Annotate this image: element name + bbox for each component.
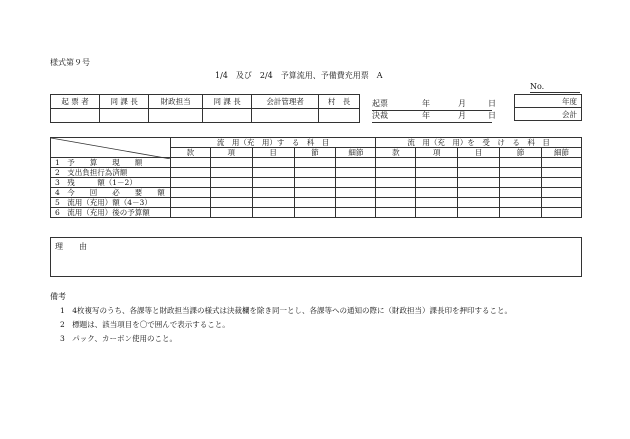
- amount-cell[interactable]: [500, 208, 542, 218]
- reason-label: 理 由: [55, 242, 87, 251]
- amount-cell[interactable]: [336, 168, 376, 178]
- amount-cell[interactable]: [500, 168, 542, 178]
- form-number: 様式第９号: [50, 58, 90, 67]
- row-label: 5 流用（充用）額（4－3）: [51, 198, 171, 208]
- day-label: 日: [488, 111, 496, 120]
- amount-cell[interactable]: [376, 168, 416, 178]
- table-row: [51, 158, 582, 168]
- decision-date-label: 決裁: [372, 111, 388, 120]
- month-label: 月: [458, 99, 466, 108]
- amount-cell[interactable]: [210, 158, 252, 168]
- amount-cell[interactable]: [210, 188, 252, 198]
- amount-cell[interactable]: [416, 208, 458, 218]
- subheader-moku: 目: [252, 148, 294, 158]
- reason-box[interactable]: [50, 237, 582, 277]
- approver-table: [50, 94, 360, 123]
- amount-cell[interactable]: [376, 188, 416, 198]
- approver-stamp-cell[interactable]: [252, 109, 319, 123]
- approver-stamp-cell[interactable]: [51, 109, 100, 123]
- approver-header-accounting: 会計管理者: [252, 95, 319, 109]
- amount-cell[interactable]: [252, 158, 294, 168]
- amount-cell[interactable]: [376, 208, 416, 218]
- amount-cell[interactable]: [376, 158, 416, 168]
- amount-cell[interactable]: [541, 158, 581, 168]
- amount-cell[interactable]: [416, 188, 458, 198]
- amount-cell[interactable]: [416, 198, 458, 208]
- row-label: 3 残 額（1－2）: [51, 178, 171, 188]
- draft-date-label: 起票: [372, 99, 388, 108]
- amount-cell[interactable]: [210, 168, 252, 178]
- note-item: 2 標題は、該当項目を〇で囲んで表示すること。: [60, 320, 230, 329]
- approver-header-finance-chief: 同 課 長: [203, 95, 252, 109]
- approver-header-mayor: 村 長: [319, 95, 360, 109]
- row-label: 6 流用（充用）後の予算額: [51, 208, 171, 218]
- amount-cell[interactable]: [170, 178, 210, 188]
- diagonal-line-icon: [51, 138, 171, 159]
- subheader-saisetsu: 細節: [541, 148, 581, 158]
- source-items-header: 流 用（充 用）す る 科 目: [170, 138, 375, 148]
- subheader-kan: 款: [376, 148, 416, 158]
- amount-cell[interactable]: [458, 158, 500, 168]
- amount-cell[interactable]: [541, 198, 581, 208]
- amount-cell[interactable]: [416, 178, 458, 188]
- account-cell[interactable]: 会計: [515, 108, 582, 121]
- amount-cell[interactable]: [541, 188, 581, 198]
- amount-cell[interactable]: [170, 198, 210, 208]
- table-row: [51, 198, 582, 208]
- page-title: 1/4 及び 2/4 予算流用、予備費充用票 A: [215, 71, 383, 80]
- amount-cell[interactable]: [458, 198, 500, 208]
- amount-cell[interactable]: [500, 188, 542, 198]
- amount-cell[interactable]: [294, 198, 336, 208]
- fiscal-year-cell[interactable]: 年度: [515, 95, 582, 108]
- amount-cell[interactable]: [170, 188, 210, 198]
- note-item: 1 4枚複写のうち、各課等と財政担当課の様式は決裁欄を除き同一とし、各課等への通知の際に（財政担当）課長印を押印すること。: [60, 306, 513, 315]
- row-label: 4 今 回 必 要 額: [51, 188, 171, 198]
- approver-stamp-cell[interactable]: [100, 109, 149, 123]
- day-label: 日: [488, 99, 496, 108]
- amount-cell[interactable]: [336, 198, 376, 208]
- budget-transfer-table: [50, 137, 582, 218]
- amount-cell[interactable]: [541, 168, 581, 178]
- amount-cell[interactable]: [376, 178, 416, 188]
- row-label: 1 予 算 現 額: [51, 158, 171, 168]
- amount-cell[interactable]: [500, 198, 542, 208]
- draft-date-row[interactable]: [372, 99, 496, 111]
- amount-cell[interactable]: [294, 158, 336, 168]
- table-row: [51, 178, 582, 188]
- fiscal-year-box: [514, 94, 582, 121]
- year-label: 年: [422, 111, 430, 120]
- target-items-header: 流 用（充 用）を 受 け る 科 目: [376, 138, 582, 148]
- amount-cell[interactable]: [541, 208, 581, 218]
- decision-dates: [372, 99, 496, 123]
- amount-cell[interactable]: [458, 168, 500, 178]
- amount-cell[interactable]: [336, 188, 376, 198]
- subheader-kou: 項: [416, 148, 458, 158]
- amount-cell[interactable]: [458, 188, 500, 198]
- subheader-setsu: 節: [500, 148, 542, 158]
- amount-cell[interactable]: [376, 198, 416, 208]
- number-label: No.: [530, 82, 580, 93]
- table-row: [51, 168, 582, 178]
- approver-header-drafter: 起 票 者: [51, 95, 100, 109]
- amount-cell[interactable]: [170, 208, 210, 218]
- amount-cell[interactable]: [416, 158, 458, 168]
- approver-header-finance: 財政担当: [149, 95, 203, 109]
- amount-cell[interactable]: [336, 158, 376, 168]
- amount-cell[interactable]: [210, 208, 252, 218]
- subheader-kan: 款: [170, 148, 210, 158]
- amount-cell[interactable]: [294, 168, 336, 178]
- amount-cell[interactable]: [458, 208, 500, 218]
- table-row: [51, 208, 582, 218]
- notes-heading: 備考: [50, 292, 66, 301]
- subheader-moku: 目: [458, 148, 500, 158]
- amount-cell[interactable]: [336, 208, 376, 218]
- amount-cell[interactable]: [541, 178, 581, 188]
- amount-cell[interactable]: [294, 178, 336, 188]
- approver-header-chief: 同 課 長: [100, 95, 149, 109]
- amount-cell[interactable]: [170, 168, 210, 178]
- subheader-saisetsu: 細節: [336, 148, 376, 158]
- amount-cell[interactable]: [252, 188, 294, 198]
- amount-cell[interactable]: [500, 158, 542, 168]
- amount-cell[interactable]: [294, 188, 336, 198]
- diagonal-corner-cell: [51, 138, 171, 158]
- amount-cell[interactable]: [416, 168, 458, 178]
- amount-cell[interactable]: [336, 178, 376, 188]
- amount-cell[interactable]: [252, 198, 294, 208]
- amount-cell[interactable]: [210, 178, 252, 188]
- amount-cell[interactable]: [210, 198, 252, 208]
- amount-cell[interactable]: [294, 208, 336, 218]
- approver-stamp-cell[interactable]: [319, 109, 360, 123]
- approver-stamp-cell[interactable]: [149, 109, 203, 123]
- table-row: [51, 188, 582, 198]
- month-label: 月: [458, 111, 466, 120]
- year-label: 年: [422, 99, 430, 108]
- note-item: 3 パック、カーボン使用のこと。: [60, 334, 177, 343]
- amount-cell[interactable]: [500, 178, 542, 188]
- amount-cell[interactable]: [458, 178, 500, 188]
- approver-stamp-cell[interactable]: [203, 109, 252, 123]
- subheader-setsu: 節: [294, 148, 336, 158]
- subheader-kou: 項: [210, 148, 252, 158]
- amount-cell[interactable]: [170, 158, 210, 168]
- amount-cell[interactable]: [252, 178, 294, 188]
- amount-cell[interactable]: [252, 208, 294, 218]
- row-label: 2 支出負担行為済額: [51, 168, 171, 178]
- decision-date-row[interactable]: [372, 111, 496, 123]
- amount-cell[interactable]: [252, 168, 294, 178]
